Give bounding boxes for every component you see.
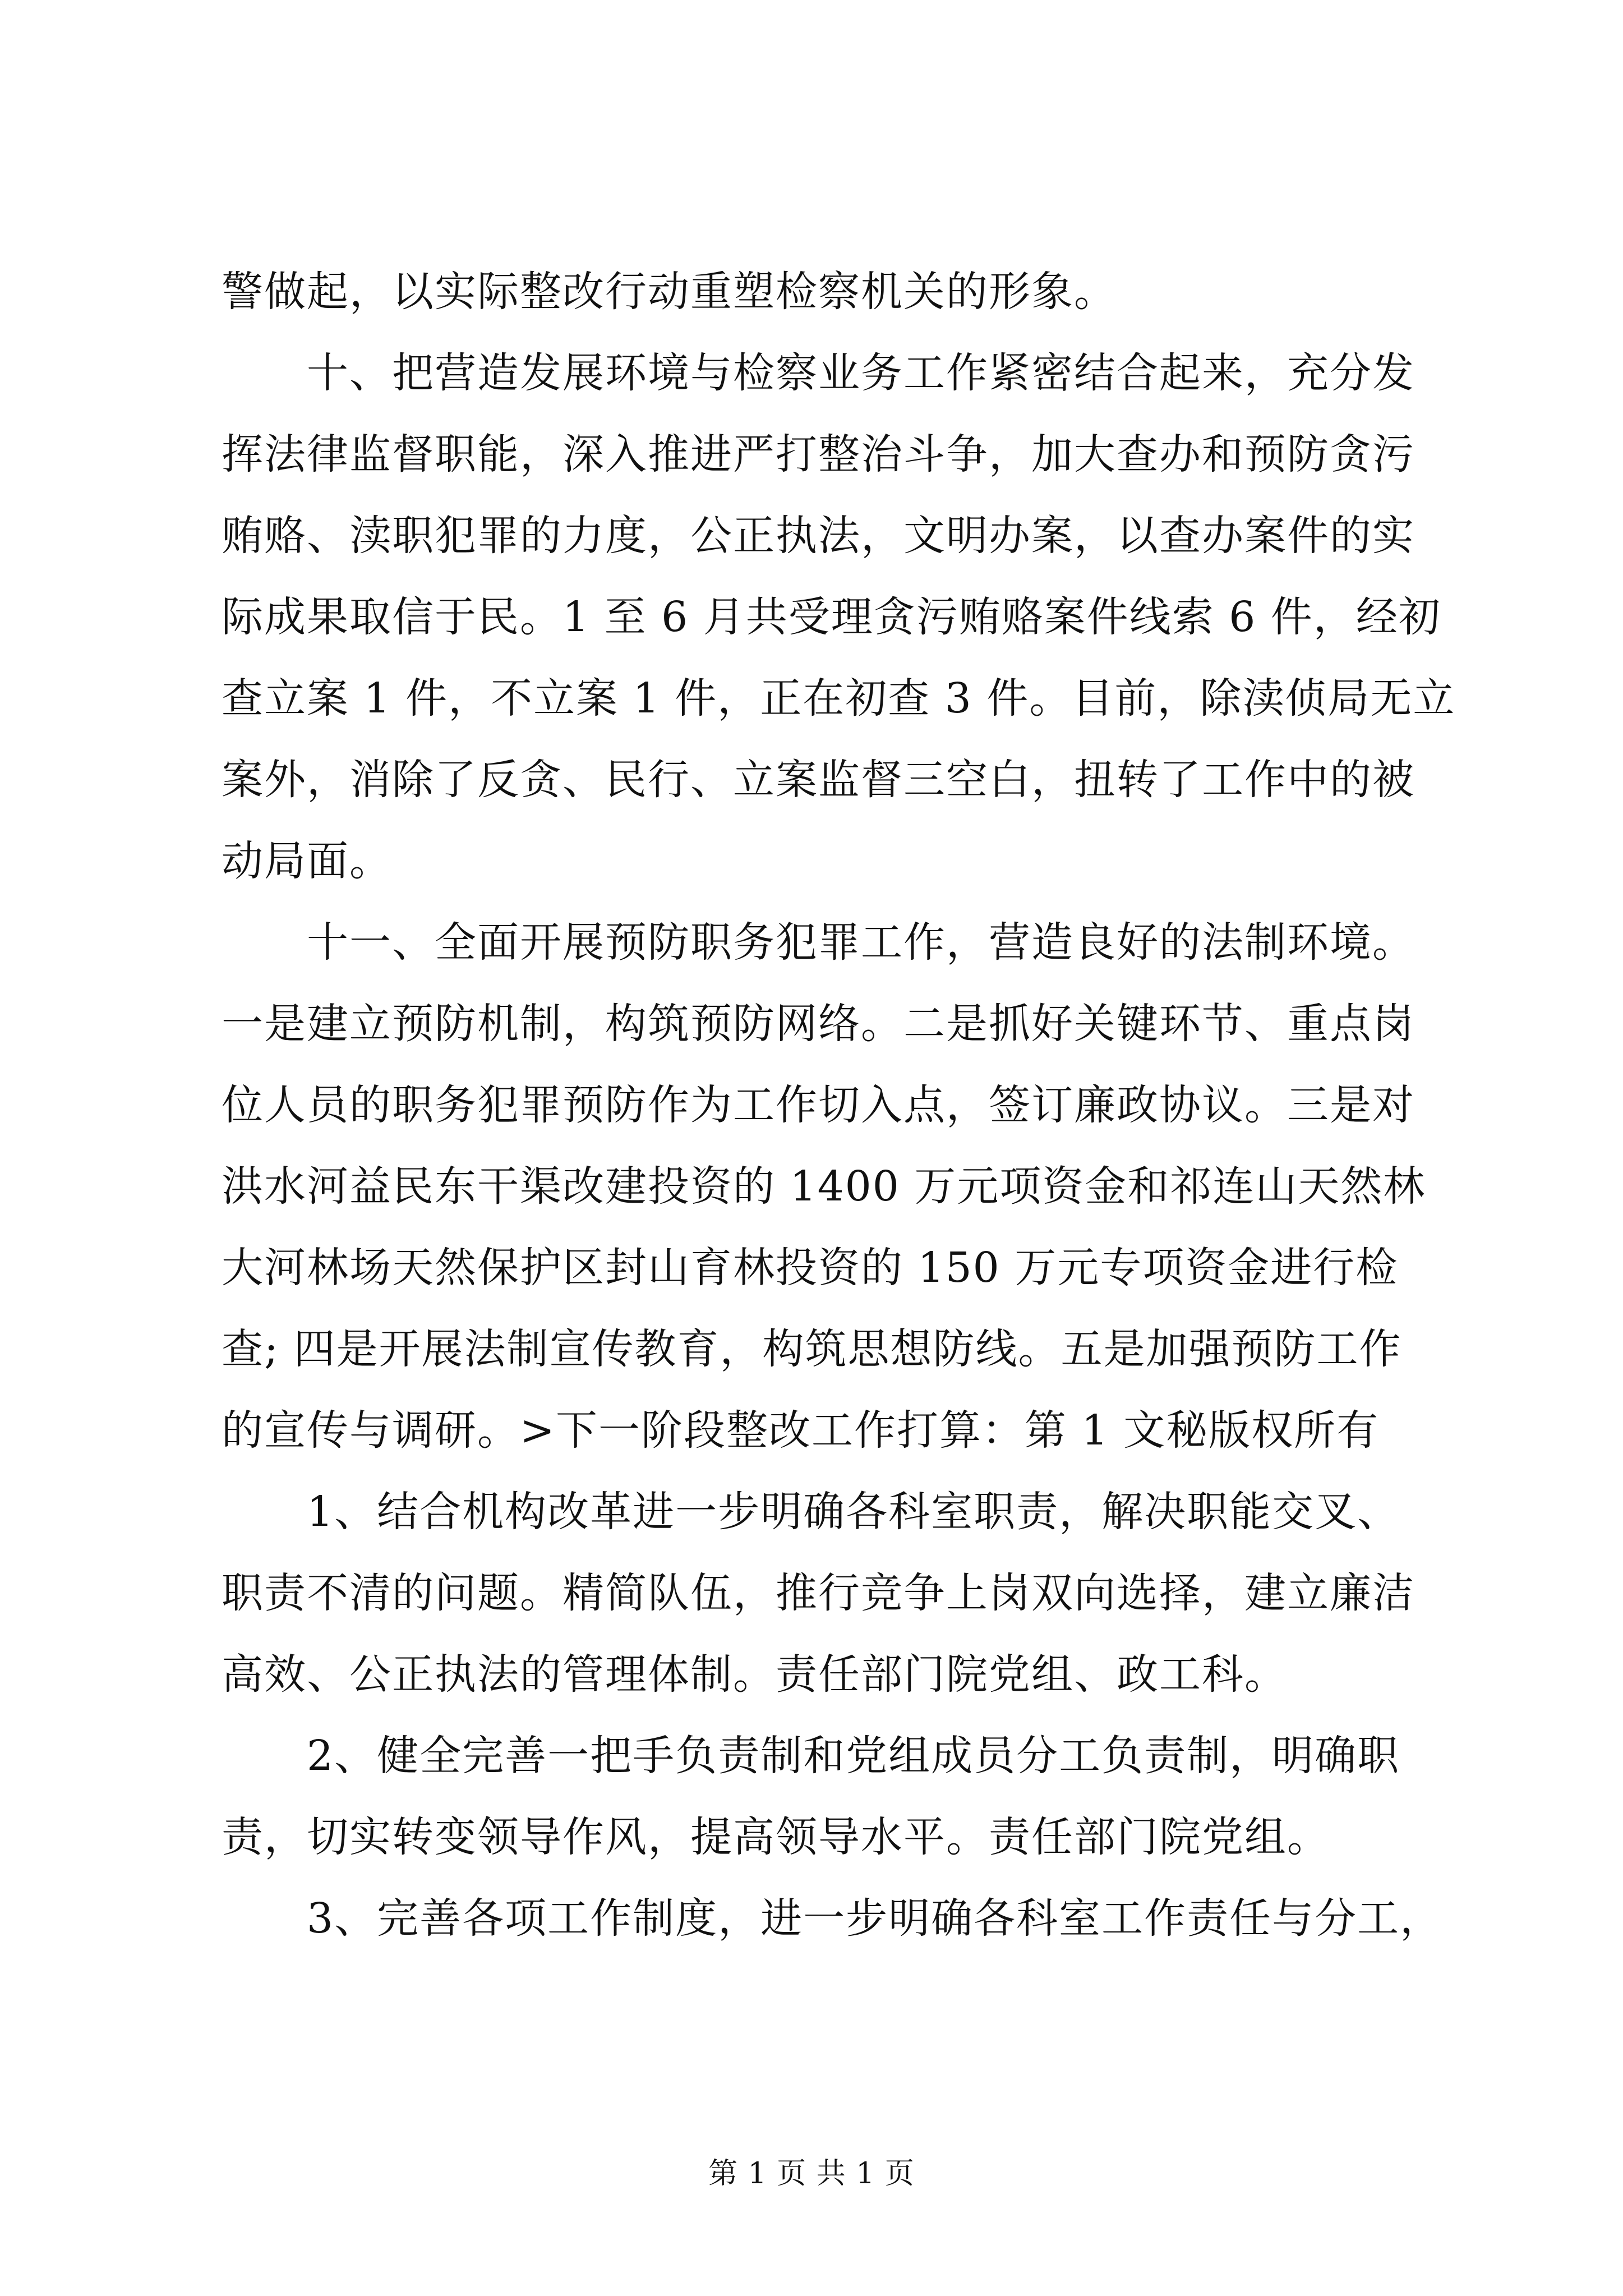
text-line: 洪水河益民东干渠改建投资的 1400 万元项资金和祁连山天然林 <box>222 1162 1426 1211</box>
text-line: 一是建立预防机制，构筑预防网络。二是抓好关键环节、重点岗 <box>222 1000 1415 1048</box>
document-body <box>222 251 1456 1959</box>
list-item-1-start: 1、结合机构改革进一步明确各科室职责，解决职能交叉、 <box>307 1488 1400 1536</box>
text-line: 挥法律监督职能，深入推进严打整治斗争，加大查办和预防贪污 <box>222 430 1415 478</box>
text-line: 动局面。 <box>222 837 392 885</box>
paragraph-11-start: 十一、全面开展预防职务犯罪工作，营造良好的法制环境。 <box>307 918 1415 967</box>
text-line: 高效、公正执法的管理体制。责任部门院党组、政工科。 <box>222 1650 1287 1699</box>
text-line: 警做起，以实际整改行动重塑检察机关的形象。 <box>222 268 1117 316</box>
text-line: 大河林场天然保护区封山育林投资的 150 万元专项资金进行检 <box>222 1244 1399 1292</box>
text-line: 查; 四是开展法制宣传教育，构筑思想防线。五是加强预防工作 <box>222 1325 1402 1373</box>
list-item-2-start: 2、健全完善一把手负责制和党组成员分工负责制，明确职 <box>307 1732 1400 1780</box>
paragraph-10-start: 十、把营造发展环境与检察业务工作紧密结合起来，充分发 <box>307 349 1415 397</box>
text-line: 的宣传与调研。>下一阶段整改工作打算：第 1 文秘版权所有 <box>222 1406 1380 1455</box>
text-line: 查立案 1 件，不立案 1 件，正在初查 3 件。目前，除渎侦局无立 <box>222 674 1456 723</box>
text-line: 位人员的职务犯罪预防作为工作切入点，签订廉政协议。三是对 <box>222 1081 1415 1129</box>
list-item-3-start: 3、完善各项工作制度，进一步明确各科室工作责任与分工， <box>307 1894 1443 1943</box>
text-line: 贿赂、渎职犯罪的力度，公正执法，文明办案，以查办案件的实 <box>222 512 1415 560</box>
text-line: 职责不清的问题。精简队伍，推行竞争上岗双向选择，建立廉洁 <box>222 1569 1415 1617</box>
text-line: 案外，消除了反贪、民行、立案监督三空白，扭转了工作中的被 <box>222 756 1415 804</box>
page-footer: 第 1 页 共 1 页 <box>708 2157 915 2191</box>
text-line: 际成果取信于民。1 至 6 月共受理贪污贿赂案件线索 6 件，经初 <box>222 593 1441 641</box>
text-line: 责，切实转变领导作风，提高领导水平。责任部门院党组。 <box>222 1813 1330 1861</box>
